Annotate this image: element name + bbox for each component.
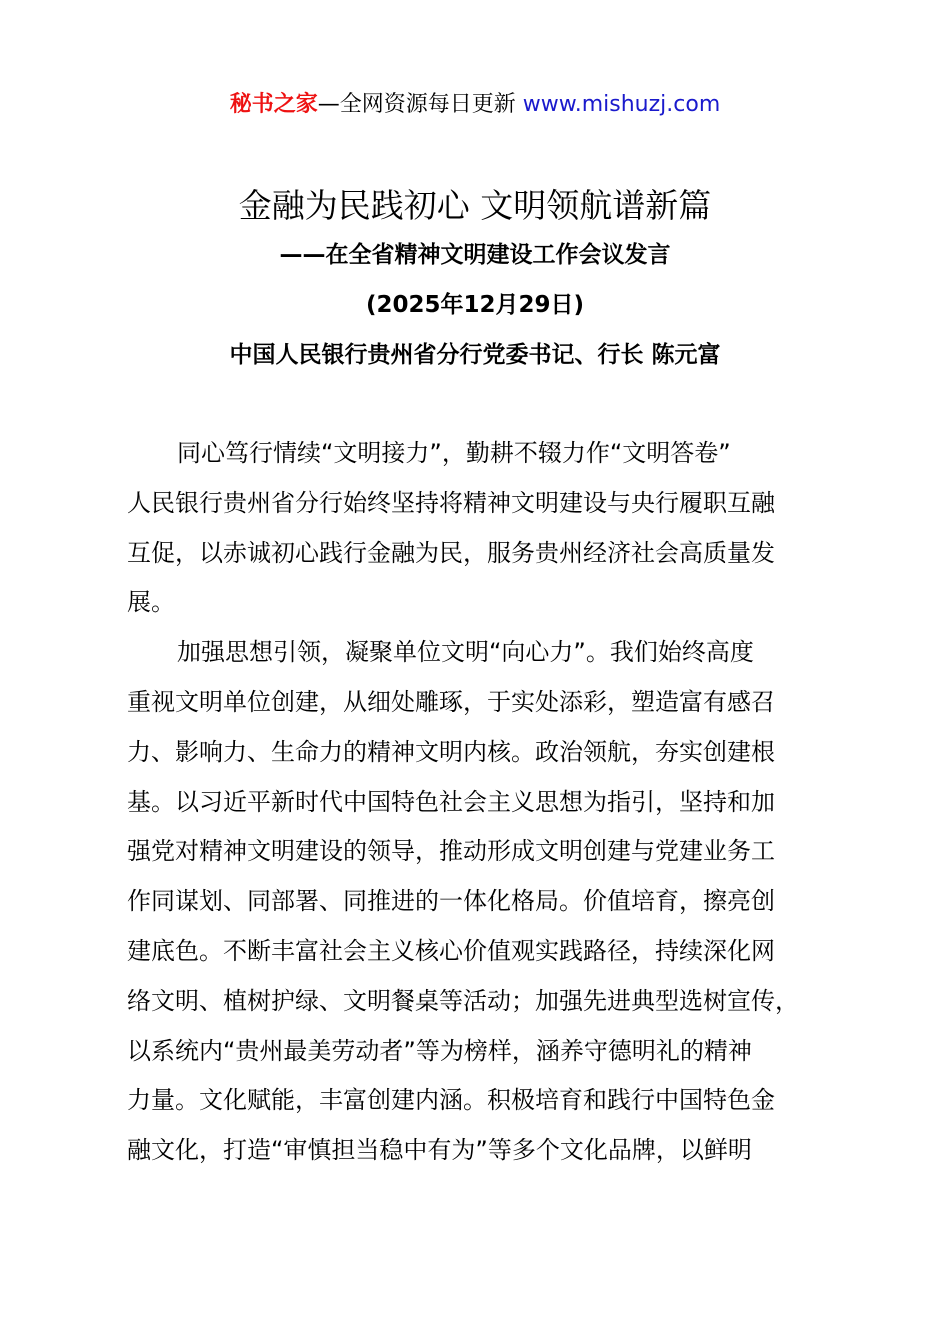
document-title: 金融为民践初心 文明领航谱新篇 — [238, 186, 712, 225]
document-date: (2025年12月29日) — [365, 292, 585, 318]
paragraph-line: 人民银行贵州省分行始终坚持将精神文明建设与央行履职互融 — [127, 488, 775, 517]
paragraph-line: 作同谋划、同部署、同推进的一体化格局。价值培育，擦亮创 — [127, 887, 775, 916]
paragraph-line: 展。 — [127, 588, 175, 617]
paragraph-line: 建底色。不断丰富社会主义核心价值观实践路径，持续深化网 — [127, 936, 775, 965]
paragraph-line: 络文明、植树护绿、文明餐桌等活动；加强先进典型选树宣传， — [127, 986, 799, 1015]
paragraph-line: 加强思想引领，凝聚单位文明“向心力”。我们始终高度 — [177, 638, 754, 667]
paragraph-line: 力、影响力、生命力的精神文明内核。政治领航，夯实创建根 — [127, 737, 775, 766]
paragraph-line: 重视文明单位创建，从细处雕琢，于实处添彩，塑造富有感召 — [127, 687, 775, 716]
paragraph-line: 互促，以赤诚初心践行金融为民，服务贵州经济社会高质量发 — [127, 538, 775, 567]
document-author: 中国人民银行贵州省分行党委书记、行长 陈元富 — [229, 342, 721, 368]
paragraph-1 — [127, 429, 837, 628]
site-url-link[interactable]: www.mishuzj.com — [522, 92, 721, 117]
paragraph-line: 基。以习近平新时代中国特色社会主义思想为指引，坚持和加 — [127, 787, 775, 816]
header-tagline: —全网资源每日更新 — [317, 92, 516, 117]
paragraph-line: 以系统内“贵州最美劳动者”等为榜样，涵养守德明礼的精神 — [127, 1036, 752, 1065]
document-subtitle: ——在全省精神文明建设工作会议发言 — [279, 242, 671, 268]
brand-name: 秘书之家 — [229, 92, 318, 117]
paragraph-line: 力量。文化赋能，丰富创建内涵。积极培育和践行中国特色金 — [127, 1086, 775, 1115]
paragraph-2 — [127, 628, 837, 1176]
paragraph-line: 同心笃行情续“文明接力”，勤耕不辍力作“文明答卷” — [177, 439, 731, 467]
paragraph-line: 融文化，打造“审慎担当稳中有为”等多个文化品牌，以鲜明 — [127, 1136, 752, 1165]
paragraph-line: 强党对精神文明建设的领导，推动形成文明创建与党建业务工 — [127, 837, 775, 866]
site-header — [0, 88, 950, 122]
document-body — [127, 429, 837, 1176]
